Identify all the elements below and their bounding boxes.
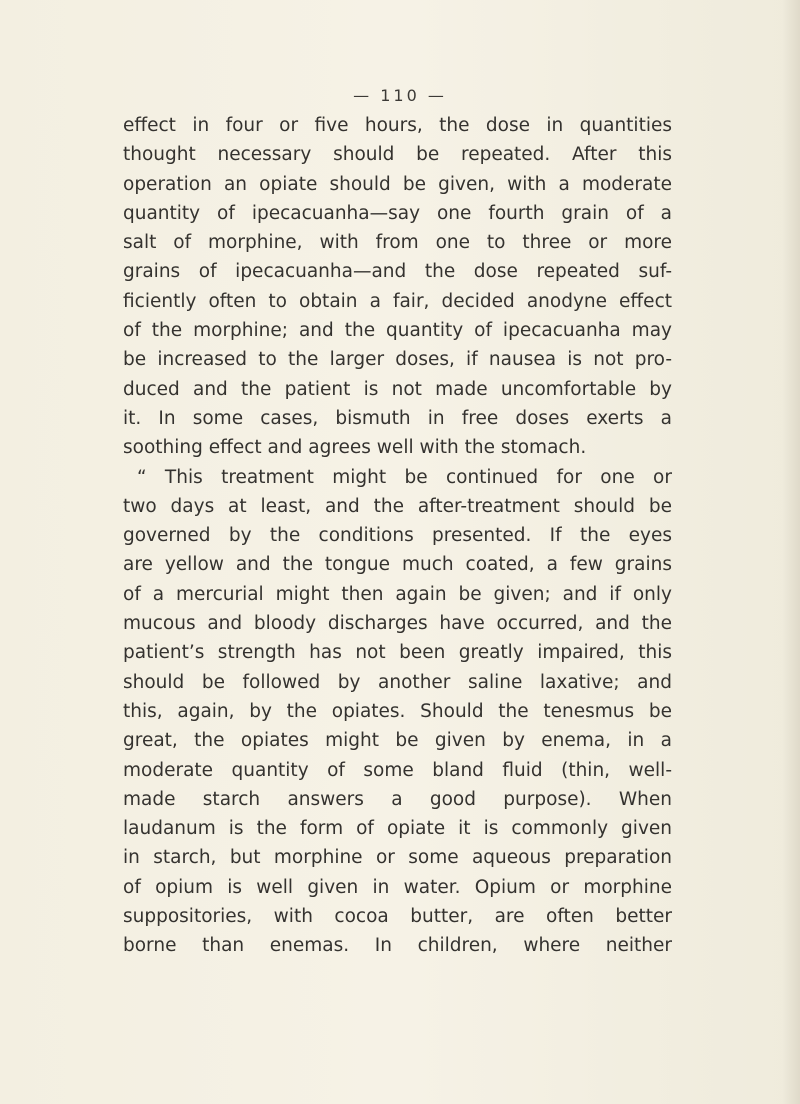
text-line: quantity of ipecacuanha—say one fourth grain of a — [123, 202, 672, 224]
text-line: suppositories, with cocoa butter, are often better — [123, 906, 672, 928]
text-line: in starch, but morphine or some aqueous preparation — [123, 847, 672, 869]
page-edge-shadow — [782, 0, 800, 1104]
text-line: borne than enemas. In children, where neither — [123, 935, 672, 957]
text-line: of opium is well given in water. Opium or morphine — [123, 876, 672, 898]
text-line: ficiently often to obtain a fair, decided anodyne effect — [123, 290, 672, 312]
text-line: “ This treatment might be continued for one or — [137, 466, 672, 488]
text-line: moderate quantity of some bland fluid (thin, well- — [123, 759, 672, 781]
text-line: should be followed by another saline laxative; and — [123, 671, 672, 693]
page-number: — 110 — — [353, 86, 447, 105]
text-line: two days at least, and the after-treatment should be — [123, 495, 672, 517]
text-line: mucous and bloody discharges have occurred, and the — [123, 613, 672, 635]
text-line: operation an opiate should be given, with a moderate — [123, 173, 672, 195]
text-line: patient’s strength has not been greatly impaired, this — [123, 642, 672, 664]
text-line: laudanum is the form of opiate it is commonly given — [123, 818, 672, 840]
text-line: are yellow and the tongue much coated, a few grains — [123, 554, 672, 576]
text-line: duced and the patient is not made uncomfortable by — [123, 378, 672, 400]
text-line: salt of morphine, with from one to three or more — [123, 232, 672, 254]
text-line: it. In some cases, bismuth in free doses exerts a — [123, 407, 672, 429]
text-line: effect in four or five hours, the dose in quantities — [123, 115, 672, 136]
text-line: grains of ipecacuanha—and the dose repeated suf- — [123, 261, 672, 283]
body-text — [123, 111, 672, 961]
text-line: made starch answers a good purpose). When — [123, 788, 672, 810]
text-line: governed by the conditions presented. If the eyes — [123, 525, 672, 547]
text-line: of a mercurial might then again be given; and if only — [123, 583, 672, 605]
text-line: thought necessary should be repeated. After this — [123, 144, 672, 166]
text-line: of the morphine; and the quantity of ipecacuanha may — [123, 320, 672, 342]
text-line: great, the opiates might be given by enema, in a — [123, 730, 672, 752]
text-line: this, again, by the opiates. Should the tenesmus be — [123, 700, 672, 722]
text-line: soothing effect and agrees well with the stomach. — [123, 437, 587, 459]
text-line: be increased to the larger doses, if nausea is not pro- — [123, 349, 672, 371]
